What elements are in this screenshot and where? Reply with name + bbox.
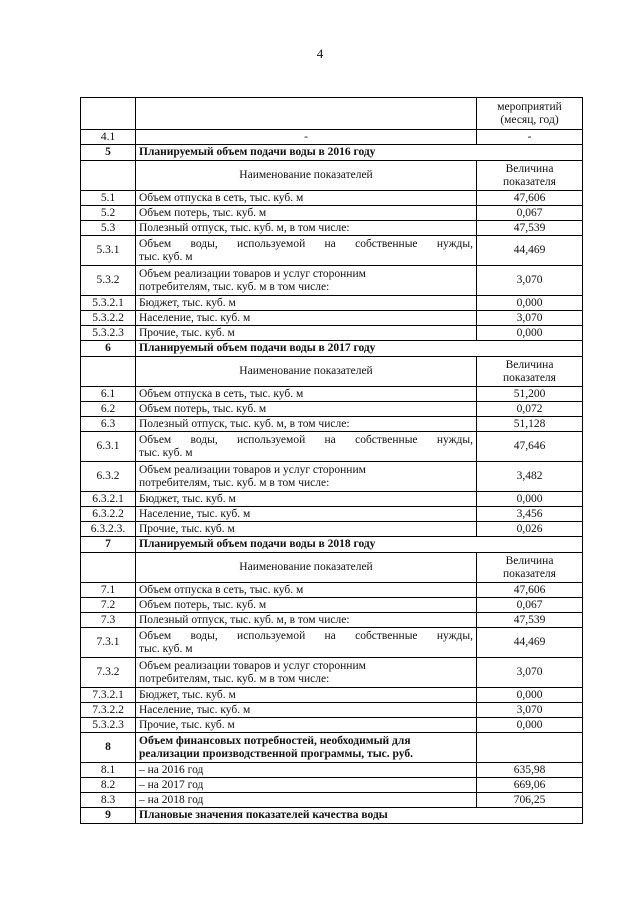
cell-num: 6.3.2.2 — [81, 507, 136, 522]
cell-value: 0,067 — [477, 206, 583, 221]
column-header-name: Наименование показателей — [136, 161, 477, 191]
column-header-row — [81, 161, 583, 191]
table-row — [81, 718, 583, 733]
cell-text — [136, 98, 477, 130]
cell-num: 5.3.2.3 — [81, 718, 136, 733]
cell-text: Объем отпуска в сеть, тыс. куб. м — [136, 191, 477, 206]
cell-num: 5.3.2.3 — [81, 326, 136, 341]
table-row — [81, 658, 583, 688]
table-row — [81, 462, 583, 492]
cell-text-line: Объем реализации товаров и услуг сторонним — [139, 267, 366, 280]
cell-text: Прочие, тыс. куб. м — [136, 326, 477, 341]
cell-text: Полезный отпуск, тыс. куб. м, в том числе: — [136, 613, 477, 628]
section-title-line: реализации производственной программы, тыс. руб. — [139, 747, 413, 760]
cell-value: 669,06 — [477, 778, 583, 793]
cell-text — [136, 432, 477, 462]
cell-text: – на 2017 год — [136, 778, 477, 793]
table-row — [81, 793, 583, 808]
cell-text: Бюджет, тыс. куб. м — [136, 492, 477, 507]
page-number: 4 — [316, 46, 324, 61]
table-row — [81, 432, 583, 462]
cell-num: 5.1 — [81, 191, 136, 206]
cell-value: 0,067 — [477, 598, 583, 613]
table-row — [81, 266, 583, 296]
column-header-name: Наименование показателей — [136, 553, 477, 583]
cell-num: 7.1 — [81, 583, 136, 598]
section-number: 7 — [81, 537, 136, 553]
section-header — [81, 537, 583, 553]
table-row — [81, 402, 583, 417]
cell-num: 8.3 — [81, 793, 136, 808]
table-row — [81, 221, 583, 236]
cell-value: 3,070 — [477, 266, 583, 296]
cell-text — [136, 236, 477, 266]
cell-num: 8.1 — [81, 763, 136, 778]
cell-num: 7.3.2.1 — [81, 688, 136, 703]
cell-num — [81, 161, 136, 191]
cell-text — [136, 628, 477, 658]
cell-text: Полезный отпуск, тыс. куб. м, в том числе: — [136, 221, 477, 236]
cell-text: Население, тыс. куб. м — [136, 311, 477, 326]
table-row — [81, 296, 583, 311]
cell-num: 6.3.2.1 — [81, 492, 136, 507]
cell-text: – на 2018 год — [136, 793, 477, 808]
program-table — [80, 97, 583, 824]
section-header — [81, 145, 583, 161]
cell-num: 4.1 — [81, 130, 136, 145]
cell-value: 3,456 — [477, 507, 583, 522]
cell-num: 7.3.1 — [81, 628, 136, 658]
table-row — [81, 326, 583, 341]
table-row — [81, 688, 583, 703]
cell-text: Прочие, тыс. куб. м — [136, 718, 477, 733]
table-row — [81, 387, 583, 402]
cell-text-line: Объем воды, используемой на собственные нужды, — [139, 433, 473, 446]
cell-value: 0,000 — [477, 296, 583, 311]
cell-num: 5.3.1 — [81, 236, 136, 266]
cell-num: 5.2 — [81, 206, 136, 221]
cell-num — [81, 357, 136, 387]
table-row — [81, 628, 583, 658]
section-number: 6 — [81, 341, 136, 357]
cell-num — [81, 553, 136, 583]
table-row — [81, 98, 583, 130]
cell-text-line: потребителям, тыс. куб. м в том числе: — [139, 280, 330, 293]
table-row — [81, 613, 583, 628]
cell-num: 5.3.2.2 — [81, 311, 136, 326]
cell-text: Бюджет, тыс. куб. м — [136, 296, 477, 311]
cell-text — [136, 658, 477, 688]
cell-num: 5.3.2.1 — [81, 296, 136, 311]
cell-text: Бюджет, тыс. куб. м — [136, 688, 477, 703]
cell-text: Объем потерь, тыс. куб. м — [136, 598, 477, 613]
cell-value: 3,070 — [477, 658, 583, 688]
cell-value: 44,469 — [477, 236, 583, 266]
cell-text-line: тыс. куб. м — [139, 250, 193, 263]
cell-value: 0,000 — [477, 492, 583, 507]
section-title: Планируемый объем подачи воды в 2017 году — [136, 341, 583, 357]
column-header-value: Величина показателя — [477, 161, 583, 191]
cell-value: 47,539 — [477, 613, 583, 628]
cell-num: 8.2 — [81, 778, 136, 793]
cell-num: 6.3.1 — [81, 432, 136, 462]
cell-value: 47,606 — [477, 583, 583, 598]
cell-value: 3,070 — [477, 703, 583, 718]
column-header-name: Наименование показателей — [136, 357, 477, 387]
section-title: Планируемый объем подачи воды в 2018 году — [136, 537, 583, 553]
section-number: 5 — [81, 145, 136, 161]
cell-value: 0,072 — [477, 402, 583, 417]
cell-num: 7.3.2.2 — [81, 703, 136, 718]
table-row — [81, 130, 583, 145]
cell-num: 7.2 — [81, 598, 136, 613]
cell-text-line: потребителям, тыс. куб. м в том числе: — [139, 672, 330, 685]
table-row — [81, 778, 583, 793]
cell-text — [136, 266, 477, 296]
cell-value: 0,026 — [477, 522, 583, 537]
section-header — [81, 341, 583, 357]
table-row — [81, 191, 583, 206]
cell-value: 0,000 — [477, 718, 583, 733]
table-row — [81, 703, 583, 718]
cell-value: 51,200 — [477, 387, 583, 402]
column-header-value: Величина показателя — [477, 357, 583, 387]
section-title: Плановые значения показателей качества воды — [136, 808, 583, 824]
cell-num: 6.3.2 — [81, 462, 136, 492]
cell-num — [81, 98, 136, 130]
section-header — [81, 733, 583, 763]
cell-text: Прочие, тыс. куб. м — [136, 522, 477, 537]
cell-text: Объем потерь, тыс. куб. м — [136, 402, 477, 417]
cell-text: Объем отпуска в сеть, тыс. куб. м — [136, 583, 477, 598]
section-header — [81, 808, 583, 824]
cell-value: 706,25 — [477, 793, 583, 808]
cell-num: 6.3 — [81, 417, 136, 432]
cell-value: 47,539 — [477, 221, 583, 236]
section-title-line: Объем финансовых потребностей, необходимый для — [139, 734, 411, 747]
section-number: 8 — [81, 733, 136, 763]
cell-num: 7.3.2 — [81, 658, 136, 688]
cell-num: 5.3.2 — [81, 266, 136, 296]
section-title — [136, 733, 477, 763]
cell-text: Объем отпуска в сеть, тыс. куб. м — [136, 387, 477, 402]
cell-value: 3,482 — [477, 462, 583, 492]
cell-value — [477, 733, 583, 763]
table-row — [81, 311, 583, 326]
cell-value: 47,646 — [477, 432, 583, 462]
table-row — [81, 583, 583, 598]
cell-text-line: Объем воды, используемой на собственные нужды, — [139, 629, 473, 642]
table-row — [81, 206, 583, 221]
cell-value: 44,469 — [477, 628, 583, 658]
table-row — [81, 598, 583, 613]
table-row — [81, 236, 583, 266]
cell-num: 6.2 — [81, 402, 136, 417]
cell-text-line: тыс. куб. м — [139, 642, 193, 655]
table-row — [81, 492, 583, 507]
cell-value: 47,606 — [477, 191, 583, 206]
cell-num: 7.3 — [81, 613, 136, 628]
cell-num: 6.1 — [81, 387, 136, 402]
cell-text: Население, тыс. куб. м — [136, 703, 477, 718]
cell-value: 3,070 — [477, 311, 583, 326]
cell-value: 51,128 — [477, 417, 583, 432]
cell-text-line: Объем реализации товаров и услуг сторонним — [139, 463, 366, 476]
cell-text-line: Объем реализации товаров и услуг сторонним — [139, 659, 366, 672]
table-row — [81, 763, 583, 778]
cell-text: Объем потерь, тыс. куб. м — [136, 206, 477, 221]
table-row — [81, 417, 583, 432]
cell-value: мероприятий (месяц, год) — [477, 98, 583, 130]
section-title: Планируемый объем подачи воды в 2016 году — [136, 145, 583, 161]
section-number: 9 — [81, 808, 136, 824]
cell-text: – на 2016 год — [136, 763, 477, 778]
cell-num: 6.3.2.3. — [81, 522, 136, 537]
cell-text-line: тыс. куб. м — [139, 446, 193, 459]
column-header-value: Величина показателя — [477, 553, 583, 583]
cell-text-line: потребителям, тыс. куб. м в том числе: — [139, 476, 330, 489]
cell-text-line: Объем воды, используемой на собственные нужды, — [139, 237, 473, 250]
cell-value: 0,000 — [477, 688, 583, 703]
cell-value: 0,000 — [477, 326, 583, 341]
cell-text: Население, тыс. куб. м — [136, 507, 477, 522]
column-header-row — [81, 357, 583, 387]
cell-text: Полезный отпуск, тыс. куб. м, в том числе: — [136, 417, 477, 432]
cell-num: 5.3 — [81, 221, 136, 236]
table-row — [81, 507, 583, 522]
cell-text: - — [136, 130, 477, 145]
cell-value: 635,98 — [477, 763, 583, 778]
column-header-row — [81, 553, 583, 583]
cell-text — [136, 462, 477, 492]
table-row — [81, 522, 583, 537]
cell-value: - — [477, 130, 583, 145]
